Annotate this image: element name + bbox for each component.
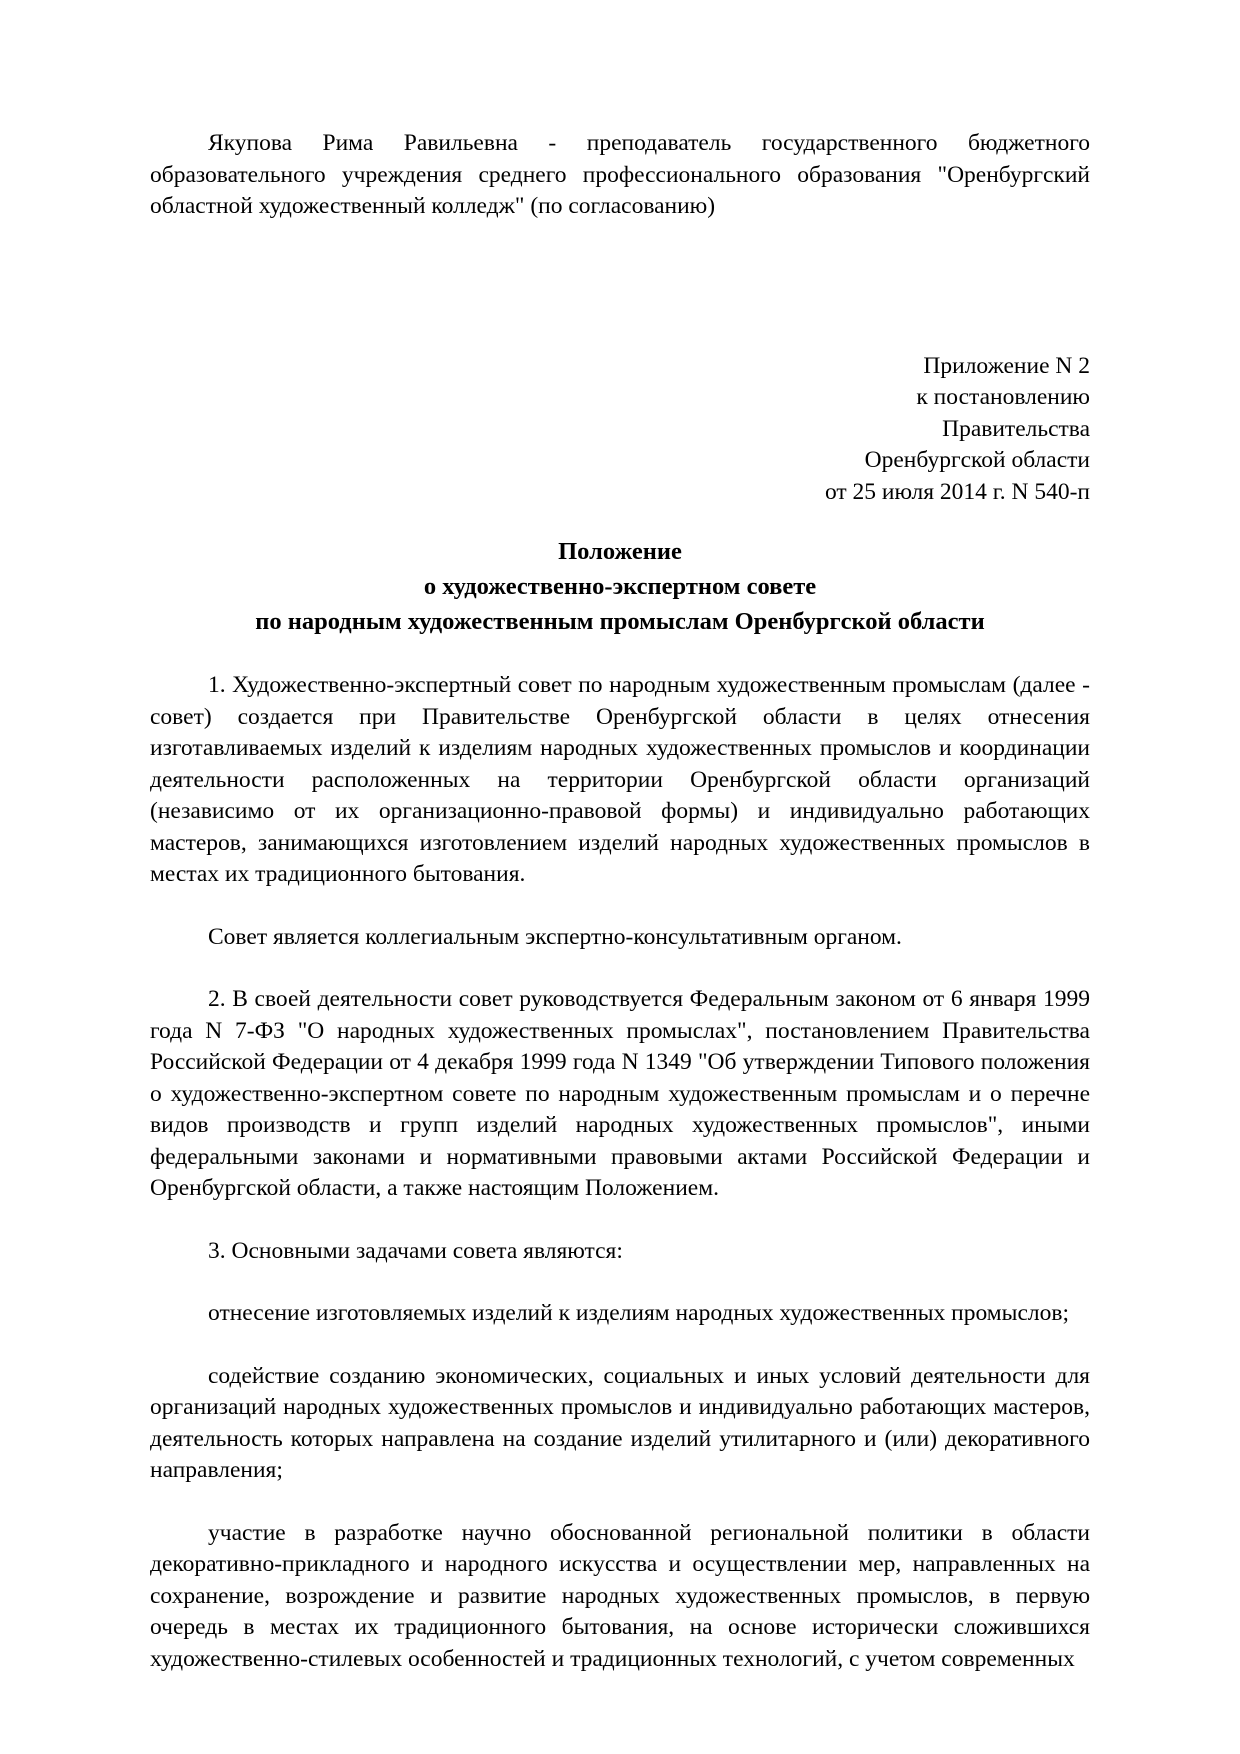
document-title bbox=[150, 534, 1090, 639]
spacer-before-clause-1-note bbox=[150, 891, 1090, 922]
appendix-reference-block bbox=[150, 351, 1090, 509]
spacer-before-clause-2 bbox=[150, 953, 1090, 984]
clause-3-item-2: содействие созданию экономических, социальных и иных условий деятельности для организаций народных художественных промыслов и индивидуально работающих мастеров, деятельность которых направлена на создание изделий утилитарного и (или) декоративного направления; bbox=[150, 1362, 1090, 1483]
clause-3-lead: 3. Основными задачами совета являются: bbox=[208, 1237, 623, 1264]
appendix-line-government: Правительства bbox=[942, 415, 1090, 442]
intro-paragraph: Якупова Рима Равильевна - преподаватель государственного бюджетного образовательного учреждения среднего профессионального образования "Оренбургский областной художественный колледж" (по согласованию) bbox=[150, 130, 1090, 219]
title-line-1: Положение bbox=[558, 538, 682, 565]
spacer-before-item-3 bbox=[150, 1487, 1090, 1518]
spacer-before-title bbox=[150, 508, 1090, 534]
document-body bbox=[150, 128, 1090, 1675]
appendix-line-to-decree: к постановлению bbox=[916, 384, 1090, 410]
spacer-before-item-2 bbox=[150, 1330, 1090, 1361]
title-line-2: о художественно-экспертном совете bbox=[423, 573, 817, 600]
spacer-before-clause-3 bbox=[150, 1205, 1090, 1236]
clause-1-note: Совет является коллегиальным экспертно-консультативным органом. bbox=[208, 923, 902, 950]
clause-3-item-1: отнесение изготовляемых изделий к изделиям народных художественных промыслов; bbox=[208, 1300, 1069, 1326]
clause-2: 2. В своей деятельности совет руководствуется Федеральным законом от 6 января 1999 года N 7-ФЗ "О народных художественных промыслах", постановлением Правительства Российской Федерации от 4 декабря 1999 года N 1349 "Об утверждении Типового положения о художественно-экспертном совете по народным художественным промыслам и о перечне видов производств и групп изделий народных художественных промыслов", иными федеральными законами и нормативными правовыми актами Российской Федерации и Оренбургской области, а также настоящим Положением. bbox=[150, 986, 1090, 1201]
appendix-line-date-number: от 25 июля 2014 г. N 540-п bbox=[824, 478, 1090, 505]
clause-1: 1. Художественно-экспертный совет по народным художественным промыслам (далее - совет) создается при Правительстве Оренбургской области в целях отнесения изготавливаемых изделий к изделиям народных художественных промыслов и координации деятельности расположенных на территории Оренбургской области организаций (независимо от их организационно-правовой формы) и индивидуально работающих мастеров, занимающихся изготовлением изделий народных художественных промыслов в местах их традиционного бытования. bbox=[150, 672, 1090, 887]
title-line-3: по народным художественным промыслам Оренбургской области bbox=[255, 608, 985, 635]
appendix-line-region: Оренбургской области bbox=[864, 447, 1090, 473]
spacer-after-intro bbox=[150, 223, 1090, 351]
appendix-line-number: Приложение N 2 bbox=[923, 352, 1090, 379]
spacer-before-clause-1 bbox=[150, 639, 1090, 670]
spacer-before-item-1 bbox=[150, 1267, 1090, 1298]
clause-3-item-3: участие в разработке научно обоснованной региональной политики в области декоративно-прикладного и народного искусства и осуществлении мер, направленных на сохранение, возрождение и развитие народных художественных промыслов, в первую очередь в местах их традиционного бытования, на основе исторически сложившихся художественно-стилевых особенностей и традиционных технологий, с учетом современных bbox=[150, 1519, 1090, 1672]
